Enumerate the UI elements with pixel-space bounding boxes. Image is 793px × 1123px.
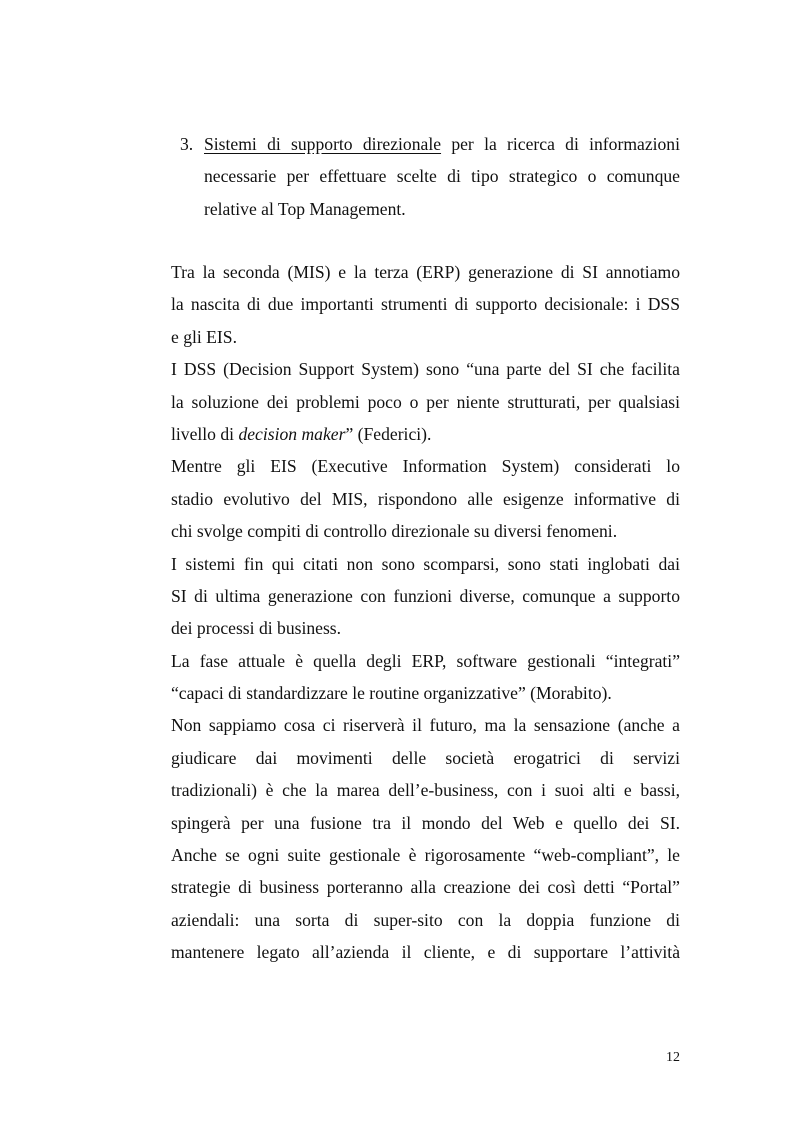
text-line: SI di ultima generazione con funzioni diverse, comunque a supporto (171, 585, 680, 606)
page-number: 12 (666, 1050, 680, 1065)
paragraph (171, 709, 680, 968)
text-line: “capaci di standardizzare le routine organizzative” (Morabito). (171, 683, 612, 704)
text-line: mantenere legato all’azienda il cliente, e di supportare l’attività (171, 942, 680, 963)
list-item-line: relative al Top Management. (204, 198, 406, 219)
text-line: la nascita di due importanti strumenti di supporto decisionale: i DSS (171, 294, 680, 315)
text-line: e gli EIS. (171, 326, 237, 347)
text-line: livello di decision maker” (Federici). (171, 423, 432, 444)
text-line: Anche se ogni suite gestionale è rigorosamente “web-compliant”, le (171, 845, 680, 866)
text-line: I sistemi fin qui citati non sono scomparsi, sono stati inglobati dai (171, 553, 680, 574)
list-item-text (204, 128, 680, 225)
text-line: spingerà per una fusione tra il mondo del Web e quello dei SI. (171, 812, 680, 833)
text-line: Non sappiamo cosa ci riserverà il futuro, ma la sensazione (anche a (171, 715, 680, 736)
text-line: la soluzione dei problemi poco o per niente strutturati, per qualsiasi (171, 391, 680, 412)
text-line: aziendali: una sorta di super-sito con la doppia funzione di (171, 909, 680, 930)
paragraph (171, 645, 680, 710)
paragraph (171, 256, 680, 353)
list-number: 3. (180, 134, 194, 154)
text-line: Tra la seconda (MIS) e la terza (ERP) generazione di SI annotiamo (171, 262, 680, 282)
numbered-list-item (180, 128, 680, 225)
list-item-line: necessarie per effettuare scelte di tipo strategico o comunque (204, 166, 680, 187)
text-line: giudicare dai movimenti delle società erogatrici di servizi (171, 747, 680, 768)
list-item-line: Sistemi di supporto direzionale per la ricerca di informazioni (204, 134, 680, 154)
paragraph (171, 548, 680, 645)
text-line: strategie di business porteranno alla creazione dei così detti “Portal” (171, 877, 680, 898)
paragraph (171, 353, 680, 450)
text-line: stadio evolutivo del MIS, rispondono alle esigenze informative di (171, 488, 680, 509)
italic-term: decision maker (238, 423, 346, 444)
text-line: Mentre gli EIS (Executive Information System) considerati lo (171, 456, 680, 477)
text-line: tradizionali) è che la marea dell’e-business, con i suoi alti e bassi, (171, 780, 680, 801)
text-line: La fase attuale è quella degli ERP, software gestionali “integrati” (171, 650, 680, 671)
text-line: I DSS (Decision Support System) sono “una parte del SI che facilita (171, 359, 680, 380)
body-text (171, 256, 680, 969)
text-line: chi svolge compiti di controllo direzionale su diversi fenomeni. (171, 521, 618, 542)
text-line: dei processi di business. (171, 618, 342, 639)
underlined-term: Sistemi di supporto direzionale (204, 134, 442, 154)
paragraph (171, 450, 680, 547)
